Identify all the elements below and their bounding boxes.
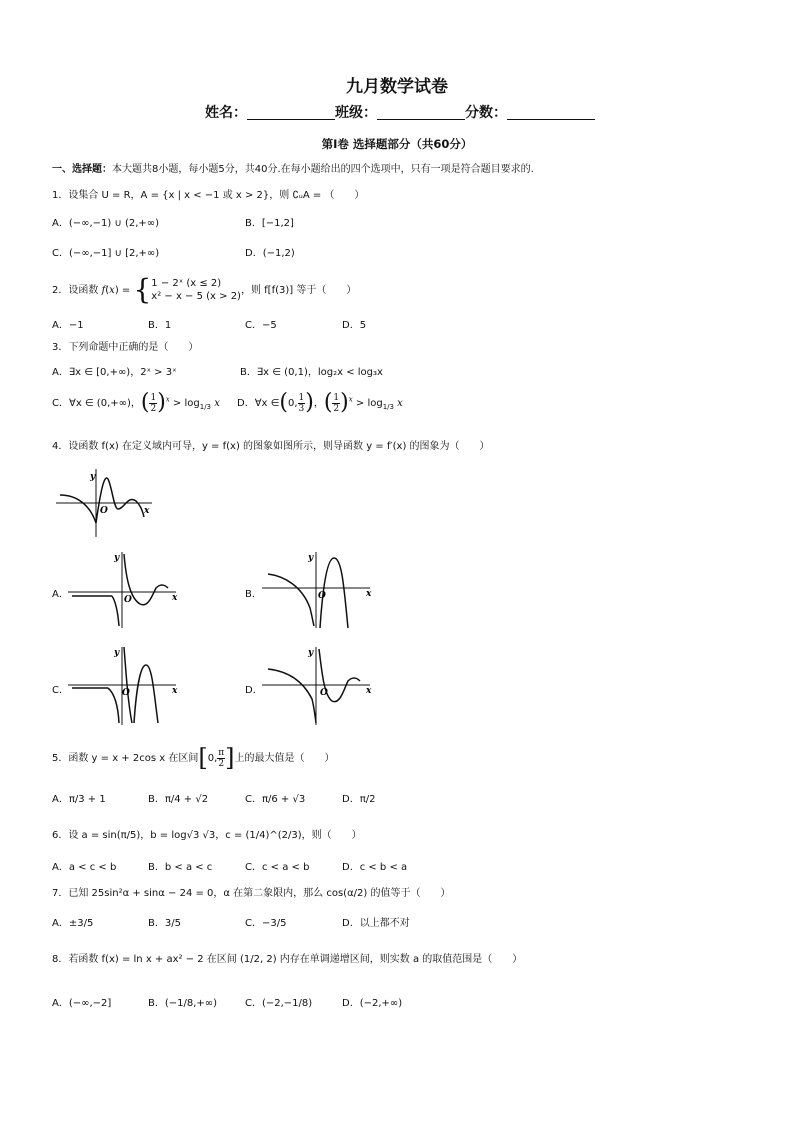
- exam-title: 九月数学试卷: [346, 77, 448, 97]
- q4-b-axis-x: x: [366, 589, 372, 599]
- q5-stem: 5．函数 y = x + 2cos x 在区间[0, $\frac{\pi}{2}$ ]上的最大值是（ ）: [52, 744, 335, 772]
- q5-option-d: D．π/2: [342, 794, 376, 805]
- q2-stem: 2．设函数 f(x) = { 1 − 2ˣ (x ≤ 2) x² − x − 5 (x > 2) ，则 f[f(3)] 等于（ ）: [52, 273, 357, 306]
- q4-a-axis-x: x: [172, 593, 178, 603]
- q7-option-d: D．以上都不对: [342, 918, 410, 929]
- q6-option-a: A．a < c < b: [52, 862, 117, 873]
- q4-option-c-label: C．: [52, 685, 69, 696]
- q3-option-d-prefix: D．∀x ∈: [237, 398, 280, 409]
- q8-option-a: A．(−∞,−2]: [52, 998, 112, 1009]
- q4-d-origin: O: [320, 688, 328, 698]
- q3-option-a: A．∃x ∈ [0,+∞)，2ˣ > 3ˣ: [52, 367, 177, 378]
- q5-option-b: B．π/4 + √2: [148, 794, 209, 805]
- q4-c-axis-x: x: [172, 686, 178, 696]
- score-label: 分数：: [465, 105, 507, 121]
- q1-option-d: D．(−1,2): [245, 248, 295, 259]
- q3-option-c: C．∀x ∈ (0,+∞)，( $\frac{1}{2}$ )$^x > \log_{1/3} x$: [52, 390, 220, 415]
- q4-b-origin: O: [318, 591, 326, 601]
- q6-option-d: D．c < b < a: [342, 862, 408, 873]
- q5-option-a: A．π/3 + 1: [52, 794, 106, 805]
- q5-prefix: 5．函数 y = x + 2cos x 在区间: [52, 753, 199, 764]
- q3-option-b: B．∃x ∈ (0,1)，log₂x < log₃x: [240, 367, 383, 378]
- q6-option-c: C．c < a < b: [245, 862, 310, 873]
- q2-prefix: 2．设函数: [52, 285, 99, 296]
- q4-option-c-graph: [68, 643, 188, 728]
- q2-option-d: D．5: [342, 320, 367, 331]
- q2-option-a: A．−1: [52, 320, 84, 331]
- name-blank: [247, 106, 335, 120]
- section-heading: 第Ⅰ卷 选择题部分（共60分）: [321, 137, 473, 151]
- instruction-body: 本大题共8小题，每小题5分，共40分.在每小题给出的四个选项中，只有一项是符合题目要求的.: [112, 164, 534, 175]
- q4-d-axis-y: y: [308, 648, 314, 658]
- q7-option-c: C．−3/5: [245, 918, 287, 929]
- q2-option-c: C．−5: [245, 320, 277, 331]
- name-label: 姓名：: [205, 105, 247, 121]
- q2-option-b: B．1: [148, 320, 172, 331]
- instruction-head: 一、选择题：: [52, 164, 112, 175]
- q4-option-b-label: B．: [245, 589, 262, 600]
- q4-d-axis-x: x: [366, 686, 372, 696]
- instructions: [52, 160, 534, 175]
- q4-option-a-label: A．: [52, 589, 69, 600]
- q7-stem: 7．已知 25sin²α + sinα − 24 = 0，α 在第二象限内，那么 cos(α/2) 的值等于（ ）: [52, 888, 451, 899]
- q4-a-axis-y: y: [114, 553, 120, 563]
- class-blank: [377, 106, 465, 120]
- q4-option-d-label: D．: [245, 685, 263, 696]
- q4-fx-axis-x: x: [144, 506, 150, 516]
- q6-option-b: B．b < a < c: [148, 862, 213, 873]
- q2-suffix: ，则 f[f(3)] 等于（ ）: [240, 285, 357, 296]
- q4-a-origin: O: [124, 595, 132, 605]
- q8-option-c: C．(−2,−1/8): [245, 998, 313, 1009]
- q4-c-origin: O: [122, 688, 130, 698]
- q6-stem: 6．设 a = sin(π/5)，b = log√3 √3，c = (1/4)^(2/3)，则（ ）: [52, 830, 362, 841]
- q8-option-b: B．(−1/8,+∞): [148, 998, 218, 1009]
- q8-option-d: D．(−2,+∞): [342, 998, 403, 1009]
- q4-fx-axis-y: y: [90, 472, 96, 482]
- q2-case-1: 1 − 2ˣ (x ≤ 2): [151, 278, 222, 289]
- q4-option-d-graph: [262, 643, 382, 728]
- q3-option-d: D．∀x ∈(0, $\frac{1}{3}$ )，( $\frac{1}{2}$ )$^x > \log_{1/3} x$: [237, 390, 403, 415]
- q4-option-a-graph: [68, 548, 188, 630]
- q2-piecewise: [151, 277, 241, 303]
- q2-case-2: x² − x − 5 (x > 2): [151, 291, 241, 302]
- q3-option-c-prefix: C．∀x ∈ (0,+∞)，: [52, 398, 141, 409]
- q4-figure-fx: [52, 465, 162, 540]
- q4-option-b-graph: [262, 548, 382, 630]
- q3-stem: 3．下列命题中正确的是（ ）: [52, 342, 199, 353]
- q8-stem: 8．若函数 f(x) = ln x + ax² − 2 在区间 (1/2, 2) 内存在单调递增区间，则实数 a 的取值范围是（ ）: [52, 954, 523, 965]
- q7-option-b: B．3/5: [148, 918, 181, 929]
- q1-option-a: A．(−∞,−1) ∪ (2,+∞): [52, 218, 160, 229]
- q5-suffix: 上的最大值是（ ）: [234, 753, 335, 764]
- q4-stem: 4．设函数 f(x) 在定义域内可导，y = f(x) 的图象如图所示，则导函数 y = f′(x) 的图象为（ ）: [52, 441, 490, 452]
- class-label: 班级：: [335, 105, 377, 121]
- student-info: [205, 102, 595, 122]
- q4-fx-origin: O: [100, 506, 108, 516]
- q4-b-axis-y: y: [308, 553, 314, 563]
- q4-c-axis-y: y: [114, 648, 120, 658]
- q1-option-c: C．(−∞,−1] ∪ [2,+∞): [52, 248, 160, 259]
- q5-option-c: C．π/6 + √3: [245, 794, 306, 805]
- q1-stem: 1．设集合 U = R，A = {x | x < −1 或 x > 2}，则 ∁ᵤA = （ ）: [52, 190, 365, 201]
- q1-option-b: B．[−1,2]: [245, 218, 294, 229]
- score-blank: [507, 106, 595, 120]
- q7-option-a: A．±3/5: [52, 918, 94, 929]
